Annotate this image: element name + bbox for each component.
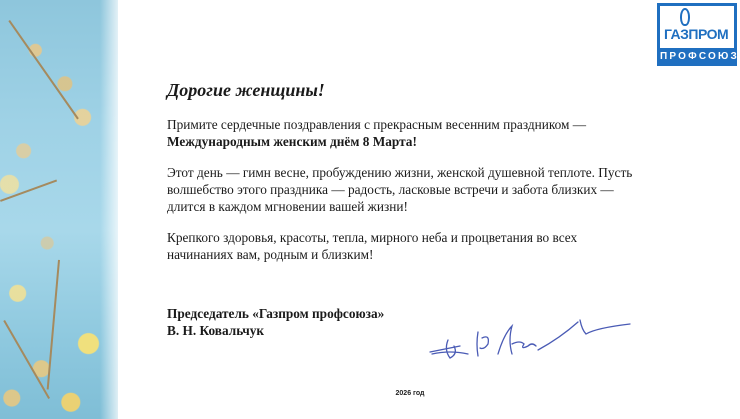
paragraph-1-text: Примите сердечные поздравления с прекрасным весенним праздником — <box>167 117 587 132</box>
logo-inner <box>660 6 734 48</box>
gazprom-profsoyuz-logo <box>657 3 737 66</box>
branch-decoration <box>47 260 60 390</box>
branch-decoration <box>0 179 57 201</box>
signatory-name: В. Н. Ковальчук <box>167 323 265 338</box>
logo-brand-text: ГАЗПРОМ <box>664 26 729 42</box>
signature-block <box>167 305 384 339</box>
paragraph-1-bold: Международным женским днём 8 Марта! <box>167 134 417 149</box>
year-footer: 2026 год <box>395 390 425 397</box>
logo-subtitle: ПРОФСОЮЗ <box>660 51 739 62</box>
handwritten-signature-icon <box>420 310 640 365</box>
branch-decoration <box>8 20 78 119</box>
letter-body <box>167 80 637 277</box>
signatory-title: Председатель «Газпром профсоюза» <box>167 306 385 321</box>
paragraph-2: Этот день — гимн весне, пробуждению жизни, женской душевной теплоте. Пусть волшебство этого праздника — радость, ласковые встречи и забота близких — длится в каждом мгновении вашей жизни! <box>167 165 633 214</box>
paragraph-3: Крепкого здоровья, красоты, тепла, мирного неба и процветания во всех начинаниях вам, родным и близким! <box>167 230 578 262</box>
branch-decoration <box>3 320 50 399</box>
paragraph-1 <box>167 116 637 150</box>
gazprom-flame-icon <box>680 8 690 26</box>
greeting-heading: Дорогие женщины! <box>167 80 325 100</box>
image-fade <box>100 0 130 419</box>
